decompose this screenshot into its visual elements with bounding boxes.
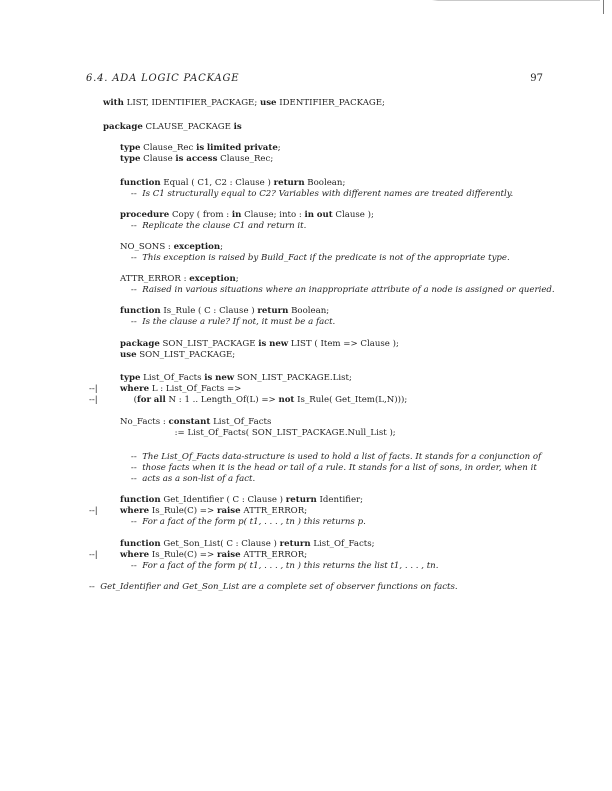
comment-line: -- Is C1 structurally equal to C2? Variables with different names are treated differently. xyxy=(120,189,514,199)
code-line: function Equal ( C1, C2 : Clause ) return Boolean; xyxy=(120,178,346,188)
code-line: := List_Of_Facts( SON_LIST_PACKAGE.Null_List ); xyxy=(120,428,396,438)
scan-top-edge xyxy=(0,0,600,1)
code-line: function Is_Rule ( C : Clause ) return Boolean; xyxy=(120,306,330,316)
annotation-marker: --| xyxy=(89,384,98,394)
comment-line: -- The List_Of_Facts data-structure is used to hold a list of facts. It stands for a conjunction of xyxy=(120,452,542,462)
code-line: procedure Copy ( from : in Clause; into : in out Clause ); xyxy=(120,210,374,220)
annotation-marker: --| xyxy=(89,550,98,560)
annotation-marker: --| xyxy=(89,506,98,516)
comment-line: -- This exception is raised by Build_Fact if the predicate is not of the appropriate type. xyxy=(120,253,510,263)
code-line: where L : List_Of_Facts => xyxy=(120,384,242,394)
code-line: use SON_LIST_PACKAGE; xyxy=(120,350,236,360)
code-line: (for all N : 1 .. Length_Of(L) => not Is_Rule( Get_Item(L,N))); xyxy=(120,395,408,405)
annotation-marker: --| xyxy=(89,395,98,405)
code-line: where Is_Rule(C) => raise ATTR_ERROR; xyxy=(120,550,308,560)
scan-edge-mark xyxy=(603,0,604,14)
comment-line: -- Replicate the clause C1 and return it. xyxy=(120,221,307,231)
comment-line: -- Raised in various situations where an inappropriate attribute of a node is assigned or queried. xyxy=(120,285,555,295)
code-line: type Clause is access Clause_Rec; xyxy=(120,154,274,164)
code-line: type List_Of_Facts is new SON_LIST_PACKAGE.List; xyxy=(120,373,352,383)
code-line: ATTR_ERROR : exception; xyxy=(120,274,239,284)
comment-line: -- those facts when it is the head or tail of a rule. It stands for a list of sons, in order, when it xyxy=(120,463,537,473)
comment-line: -- acts as a son-list of a fact. xyxy=(120,474,256,484)
code-listing xyxy=(0,93,612,632)
comment-line: -- For a fact of the form p( t1, . . . , tn ) this returns p. xyxy=(120,517,366,527)
comment-line: -- Get_Identifier and Get_Son_List are a complete set of observer functions on facts. xyxy=(89,582,458,592)
code-line: with LIST, IDENTIFIER_PACKAGE; use IDENTIFIER_PACKAGE; xyxy=(103,98,385,108)
code-line: where Is_Rule(C) => raise ATTR_ERROR; xyxy=(120,506,308,516)
code-line: type Clause_Rec is limited private; xyxy=(120,143,281,153)
code-line: package SON_LIST_PACKAGE is new LIST ( Item => Clause ); xyxy=(120,339,399,349)
comment-line: -- For a fact of the form p( t1, . . . , tn ) this returns the list t1, . . . , tn. xyxy=(120,561,439,571)
code-line: NO_SONS : exception; xyxy=(120,242,223,252)
comment-line: -- Is the clause a rule? If not, it must be a fact. xyxy=(120,317,336,327)
code-line: function Get_Son_List( C : Clause ) return List_Of_Facts; xyxy=(120,539,375,549)
code-line: package CLAUSE_PACKAGE is xyxy=(103,122,242,132)
code-line: function Get_Identifier ( C : Clause ) return Identifier; xyxy=(120,495,364,505)
section-title: 6.4. ADA LOGIC PACKAGE xyxy=(86,73,240,84)
code-line: No_Facts : constant List_Of_Facts xyxy=(120,417,272,427)
page-number: 97 xyxy=(530,73,543,84)
page-header xyxy=(86,73,543,84)
